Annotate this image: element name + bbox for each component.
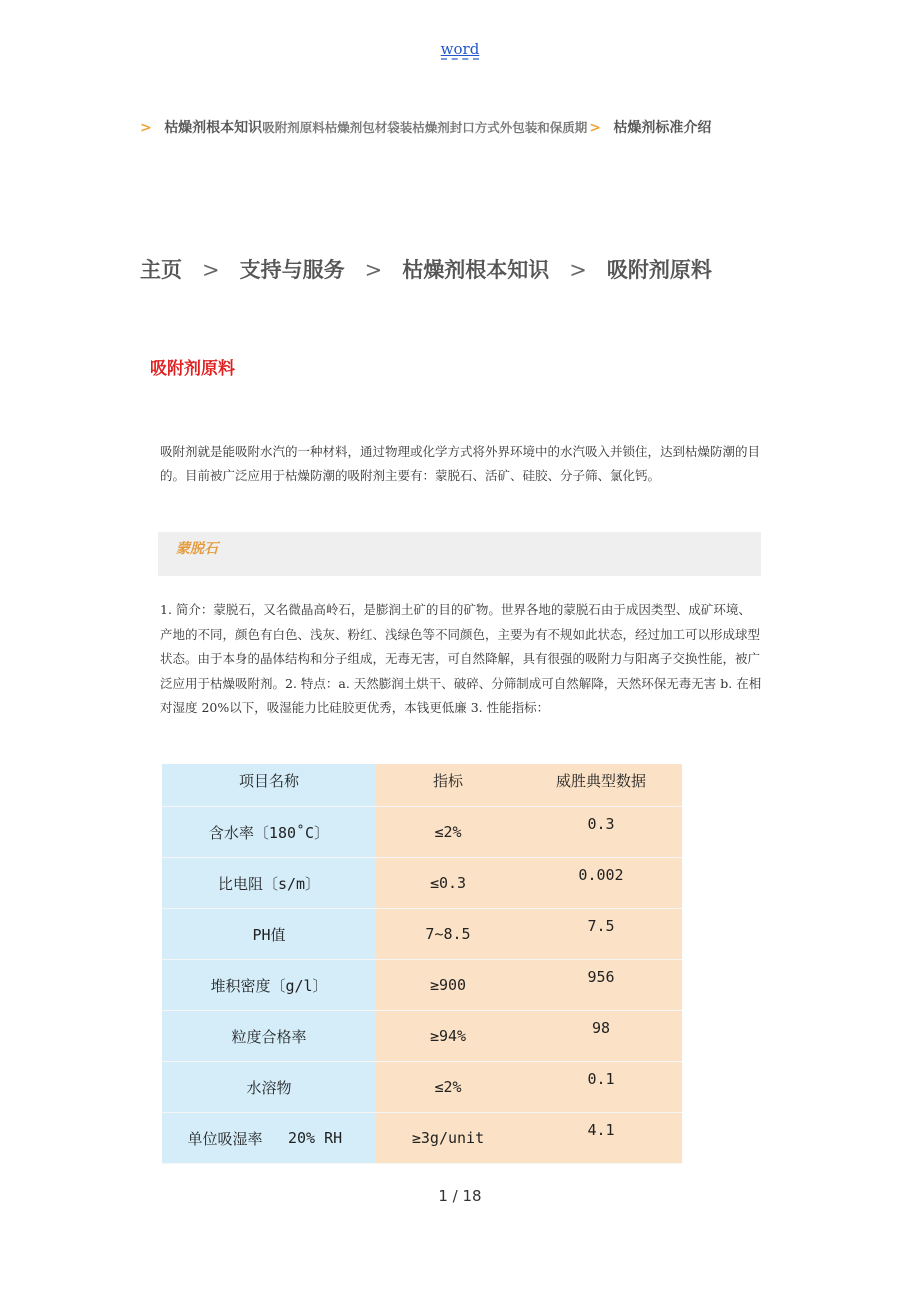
chevron-right-icon: >: [364, 258, 383, 282]
breadcrumb-support[interactable]: 支持与服务: [239, 257, 345, 282]
nav-item-list[interactable]: 吸附剂原料枯燥剂包材袋装枯燥剂封口方式外包装和保质期: [262, 120, 588, 135]
breadcrumb-current: 吸附剂原料: [606, 257, 712, 282]
table-cell-name: 粒度合格率: [162, 1011, 376, 1062]
table-row: [162, 1011, 682, 1062]
table-cell-name: [162, 1113, 376, 1164]
page-number: 1 / 18: [438, 1187, 482, 1205]
table-row: [162, 858, 682, 909]
table-cell-spec: ≤2%: [376, 807, 520, 858]
nav-item-standards[interactable]: 枯燥剂标准介绍: [613, 120, 712, 136]
breadcrumb-knowledge[interactable]: 枯燥剂根本知识: [402, 257, 550, 282]
table-cell-value: [520, 1062, 682, 1113]
header-word-link[interactable]: word: [440, 40, 480, 58]
table-value: 0.3: [587, 815, 615, 833]
table-cell-spec: ≤2%: [376, 1062, 520, 1113]
table-cell-name: PH值: [162, 909, 376, 960]
table-value: 956: [587, 968, 615, 986]
section-title: 蒙脱石: [176, 541, 218, 557]
table-cell-name-text: 单位吸湿率: [187, 1129, 263, 1148]
breadcrumb-home[interactable]: 主页: [140, 257, 182, 282]
table-cell-value: [520, 807, 682, 858]
table-cell-spec: ≥94%: [376, 1011, 520, 1062]
chevron-right-icon: >: [140, 120, 152, 136]
table-header-cell: 威胜典型数据: [520, 764, 682, 807]
table-cell-name: 含水率〔180˚C〕: [162, 807, 376, 858]
table-cell-value: [520, 1011, 682, 1062]
table-cell-value: [520, 1113, 682, 1164]
chevron-right-icon: >: [202, 258, 220, 282]
table-cell-name: 堆积密度〔g/l〕: [162, 960, 376, 1011]
category-nav: [140, 114, 785, 142]
table-value: 0.002: [578, 866, 624, 884]
intro-paragraph: 吸附剂就是能吸附水汽的一种材料，通过物理或化学方式将外界环境中的水汽吸入并锁住，达到枯燥防潮的目的。目前被广泛应用于枯燥防潮的吸附剂主要有：蒙脱石、活矿、硅胶、分子筛、氯化钙。: [160, 444, 761, 483]
table-header-cell: 项目名称: [162, 764, 376, 807]
table-cell-value: [520, 858, 682, 909]
table-cell-name: 比电阻〔s/m〕: [162, 858, 376, 909]
table-cell-spec: ≥3g/unit: [376, 1113, 520, 1164]
table-row: [162, 1062, 682, 1113]
table-cell-condition: 20% RH: [288, 1129, 343, 1147]
spec-table: [162, 764, 682, 1164]
table-cell-spec: 7~8.5: [376, 909, 520, 960]
table-cell-value: [520, 909, 682, 960]
chevron-right-icon: >: [569, 258, 587, 282]
table-value: 98: [591, 1019, 611, 1037]
breadcrumb: [140, 254, 712, 284]
table-value: 4.1: [587, 1121, 615, 1139]
table-cell-spec: ≥900: [376, 960, 520, 1011]
nav-item-basics[interactable]: 枯燥剂根本知识: [164, 120, 263, 136]
table-row: [162, 909, 682, 960]
chevron-right-icon: >: [589, 120, 601, 136]
page-title: 吸附剂原料: [150, 359, 235, 379]
table-cell-spec: ≤0.3: [376, 858, 520, 909]
table-cell-value: [520, 960, 682, 1011]
section-header: [158, 532, 761, 576]
body-paragraph: 1. 简介：蒙脱石，又名微晶高岭石，是膨润土矿的目的矿物。世界各地的蒙脱石由于成因类型、成矿环境、产地的不同，颜色有白色、浅灰、粉红、浅绿色等不同颜色，主要为有不规如此状态，经过加工可以形成球型状态。由于本身的晶体结构和分子组成，无毒无害，可自然降解，具有很强的吸附力与阳离子交换性能，被广泛应用于枯燥吸附剂。2. 特点：a. 天然膨润土烘干、破碎、分筛制成可自然解降，天然环保无毒无害 b. 在相对湿度 20%以下，吸湿能力比硅胶更优秀，本钱更低廉 3. 性能指标：: [160, 602, 762, 715]
table-row: [162, 807, 682, 858]
table-row: [162, 960, 682, 1011]
table-cell-name: 水溶物: [162, 1062, 376, 1113]
table-value: 0.1: [587, 1070, 615, 1088]
table-header-row: [162, 764, 682, 807]
table-row: [162, 1113, 682, 1164]
table-header-cell: 指标: [376, 764, 520, 807]
table-value: 7.5: [587, 917, 615, 935]
